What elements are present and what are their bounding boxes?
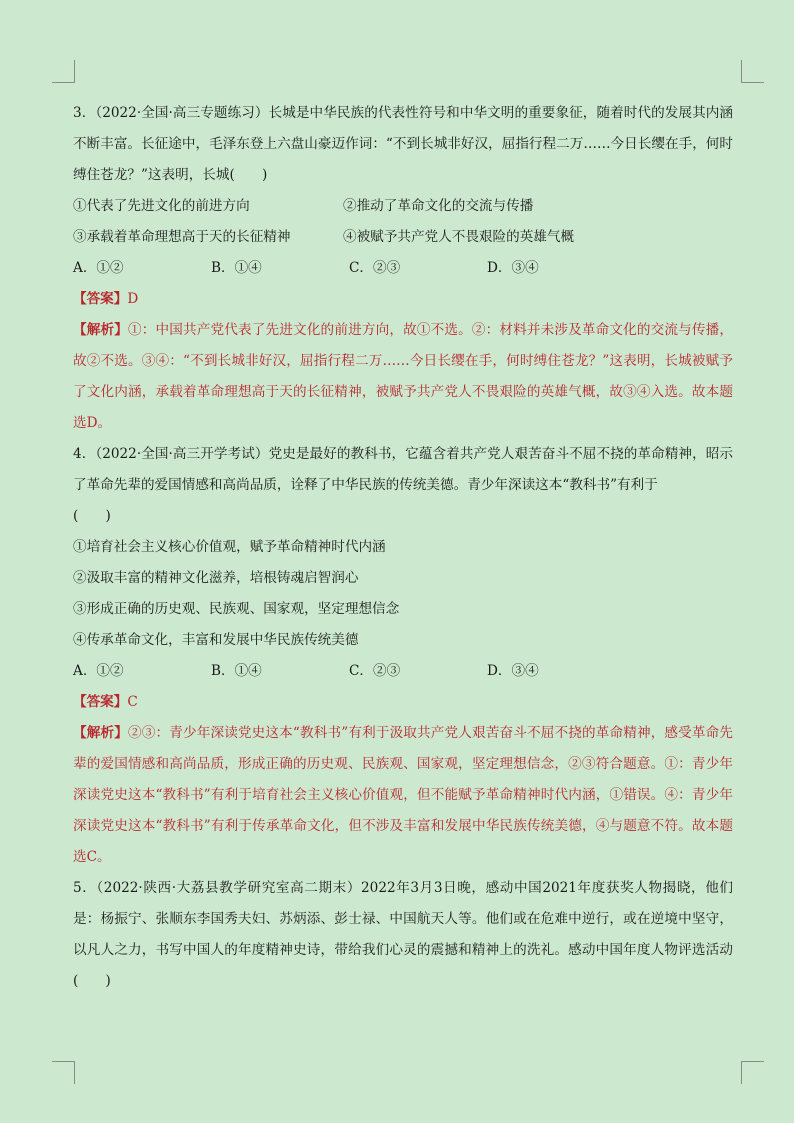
question-5-stem: 5．（2022·陕西·大荔县教学研究室高二期末）2022年3月3日晚，感动中国2021年度获奖人物揭晓，他们是：杨振宁、张顺东李国秀夫妇、苏炳添、彭士禄、中国航天人等。他们或在危难中逆行，或在逆境中坚守，以凡人之力，书写中国人的年度精神史诗，带给我们心灵的震撼和精神上的洗礼。感动中国年度人物评选活动( )	[73, 880, 733, 989]
question-3-answer	[73, 284, 733, 315]
option-1: ①培育社会主义核心价值观，赋予革命精神时代内涵	[73, 539, 386, 555]
page-corner-mark	[741, 60, 764, 83]
question-3-analysis	[73, 315, 733, 439]
option-2: ②推动了革命文化的交流与传播	[343, 198, 534, 214]
option-3: ③形成正确的历史观、民族观、国家观，坚定理想信念	[73, 601, 400, 617]
question-4-analysis	[73, 718, 733, 873]
page-corner-mark	[741, 1061, 764, 1084]
page-corner-mark	[52, 1061, 75, 1084]
answer-blank: ( )	[73, 508, 111, 524]
question-4-answer	[73, 687, 733, 718]
question-4-stem-text: 4．（2022·全国·高三开学考试）党史是最好的教科书，它蕴含着共产党人艰苦奋斗不屈不挠的革命精神，昭示了革命先辈的爱国情感和高尚品质，诠释了中华民族的传统美德。青少年深读这本“教科书”有利于	[73, 446, 733, 493]
choice-c: C．②③	[349, 260, 401, 276]
document-body	[73, 98, 733, 997]
question-4-stem	[73, 439, 733, 532]
choice-c: C．②③	[349, 663, 401, 679]
choice-d: D．③④	[487, 663, 539, 679]
analysis-text: ②③：青少年深读党史这本“教科书”有利于汲取共产党人艰苦奋斗不屈不挠的革命精神，感受革命先辈的爱国情感和高尚品质，形成正确的历史观、民族观、国家观，坚定理想信念，②③符合题意。①：青少年深读党史这本“教科书”有利于培育社会主义核心价值观，但不能赋予革命精神时代内涵，①错误。④：青少年深读党史这本“教科书”有利于传承革命文化，但不涉及丰富和发展中华民族传统美德，④与题意不符。故本题选C。	[73, 725, 733, 865]
choice-b: B．①④	[211, 260, 262, 276]
option-3: ③承载着革命理想高于天的长征精神	[73, 229, 291, 245]
analysis-label: 【解析】	[73, 725, 128, 741]
answer-value: C	[127, 694, 138, 710]
choice-a: A．①②	[73, 260, 124, 276]
option-4: ④被赋予共产党人不畏艰险的英雄气概	[343, 229, 575, 245]
question-3-options-row-2	[73, 222, 733, 253]
answer-label: 【答案】	[73, 694, 128, 710]
question-3-options-row-1	[73, 191, 733, 222]
choice-d: D．③④	[487, 260, 539, 276]
question-4-choices	[73, 656, 733, 687]
choice-a: A．①②	[73, 663, 124, 679]
option-1: ①代表了先进文化的前进方向	[73, 198, 250, 214]
answer-value: D	[127, 291, 139, 307]
analysis-text: ①：中国共产党代表了先进文化的前进方向，故①不选。②：材料并未涉及革命文化的交流与传播，故②不选。③④：“不到长城非好汉，屈指行程二万……今日长缨在手，何时缚住苍龙？”这表明，长城被赋予了文化内涵，承载着革命理想高于天的长征精神，被赋予共产党人不畏艰险的英雄气概，故③④入选。故本题选D。	[73, 322, 733, 431]
option-2: ②汲取丰富的精神文化滋养，培根铸魂启智润心	[73, 570, 359, 586]
question-3-stem: 3．（2022·全国·高三专题练习）长城是中华民族的代表性符号和中华文明的重要象征，随着时代的发展其内涵不断丰富。长征途中，毛泽东登上六盘山豪迈作词：“不到长城非好汉，屈指行程二万……今日长缨在手，何时缚住苍龙？”这表明，长城( )	[73, 105, 733, 183]
choice-b: B．①④	[211, 663, 262, 679]
answer-label: 【答案】	[73, 291, 128, 307]
analysis-label: 【解析】	[73, 322, 129, 338]
option-4: ④传承革命文化，丰富和发展中华民族传统美德	[73, 632, 359, 648]
question-3-choices	[73, 253, 733, 284]
page-corner-mark	[52, 60, 75, 83]
